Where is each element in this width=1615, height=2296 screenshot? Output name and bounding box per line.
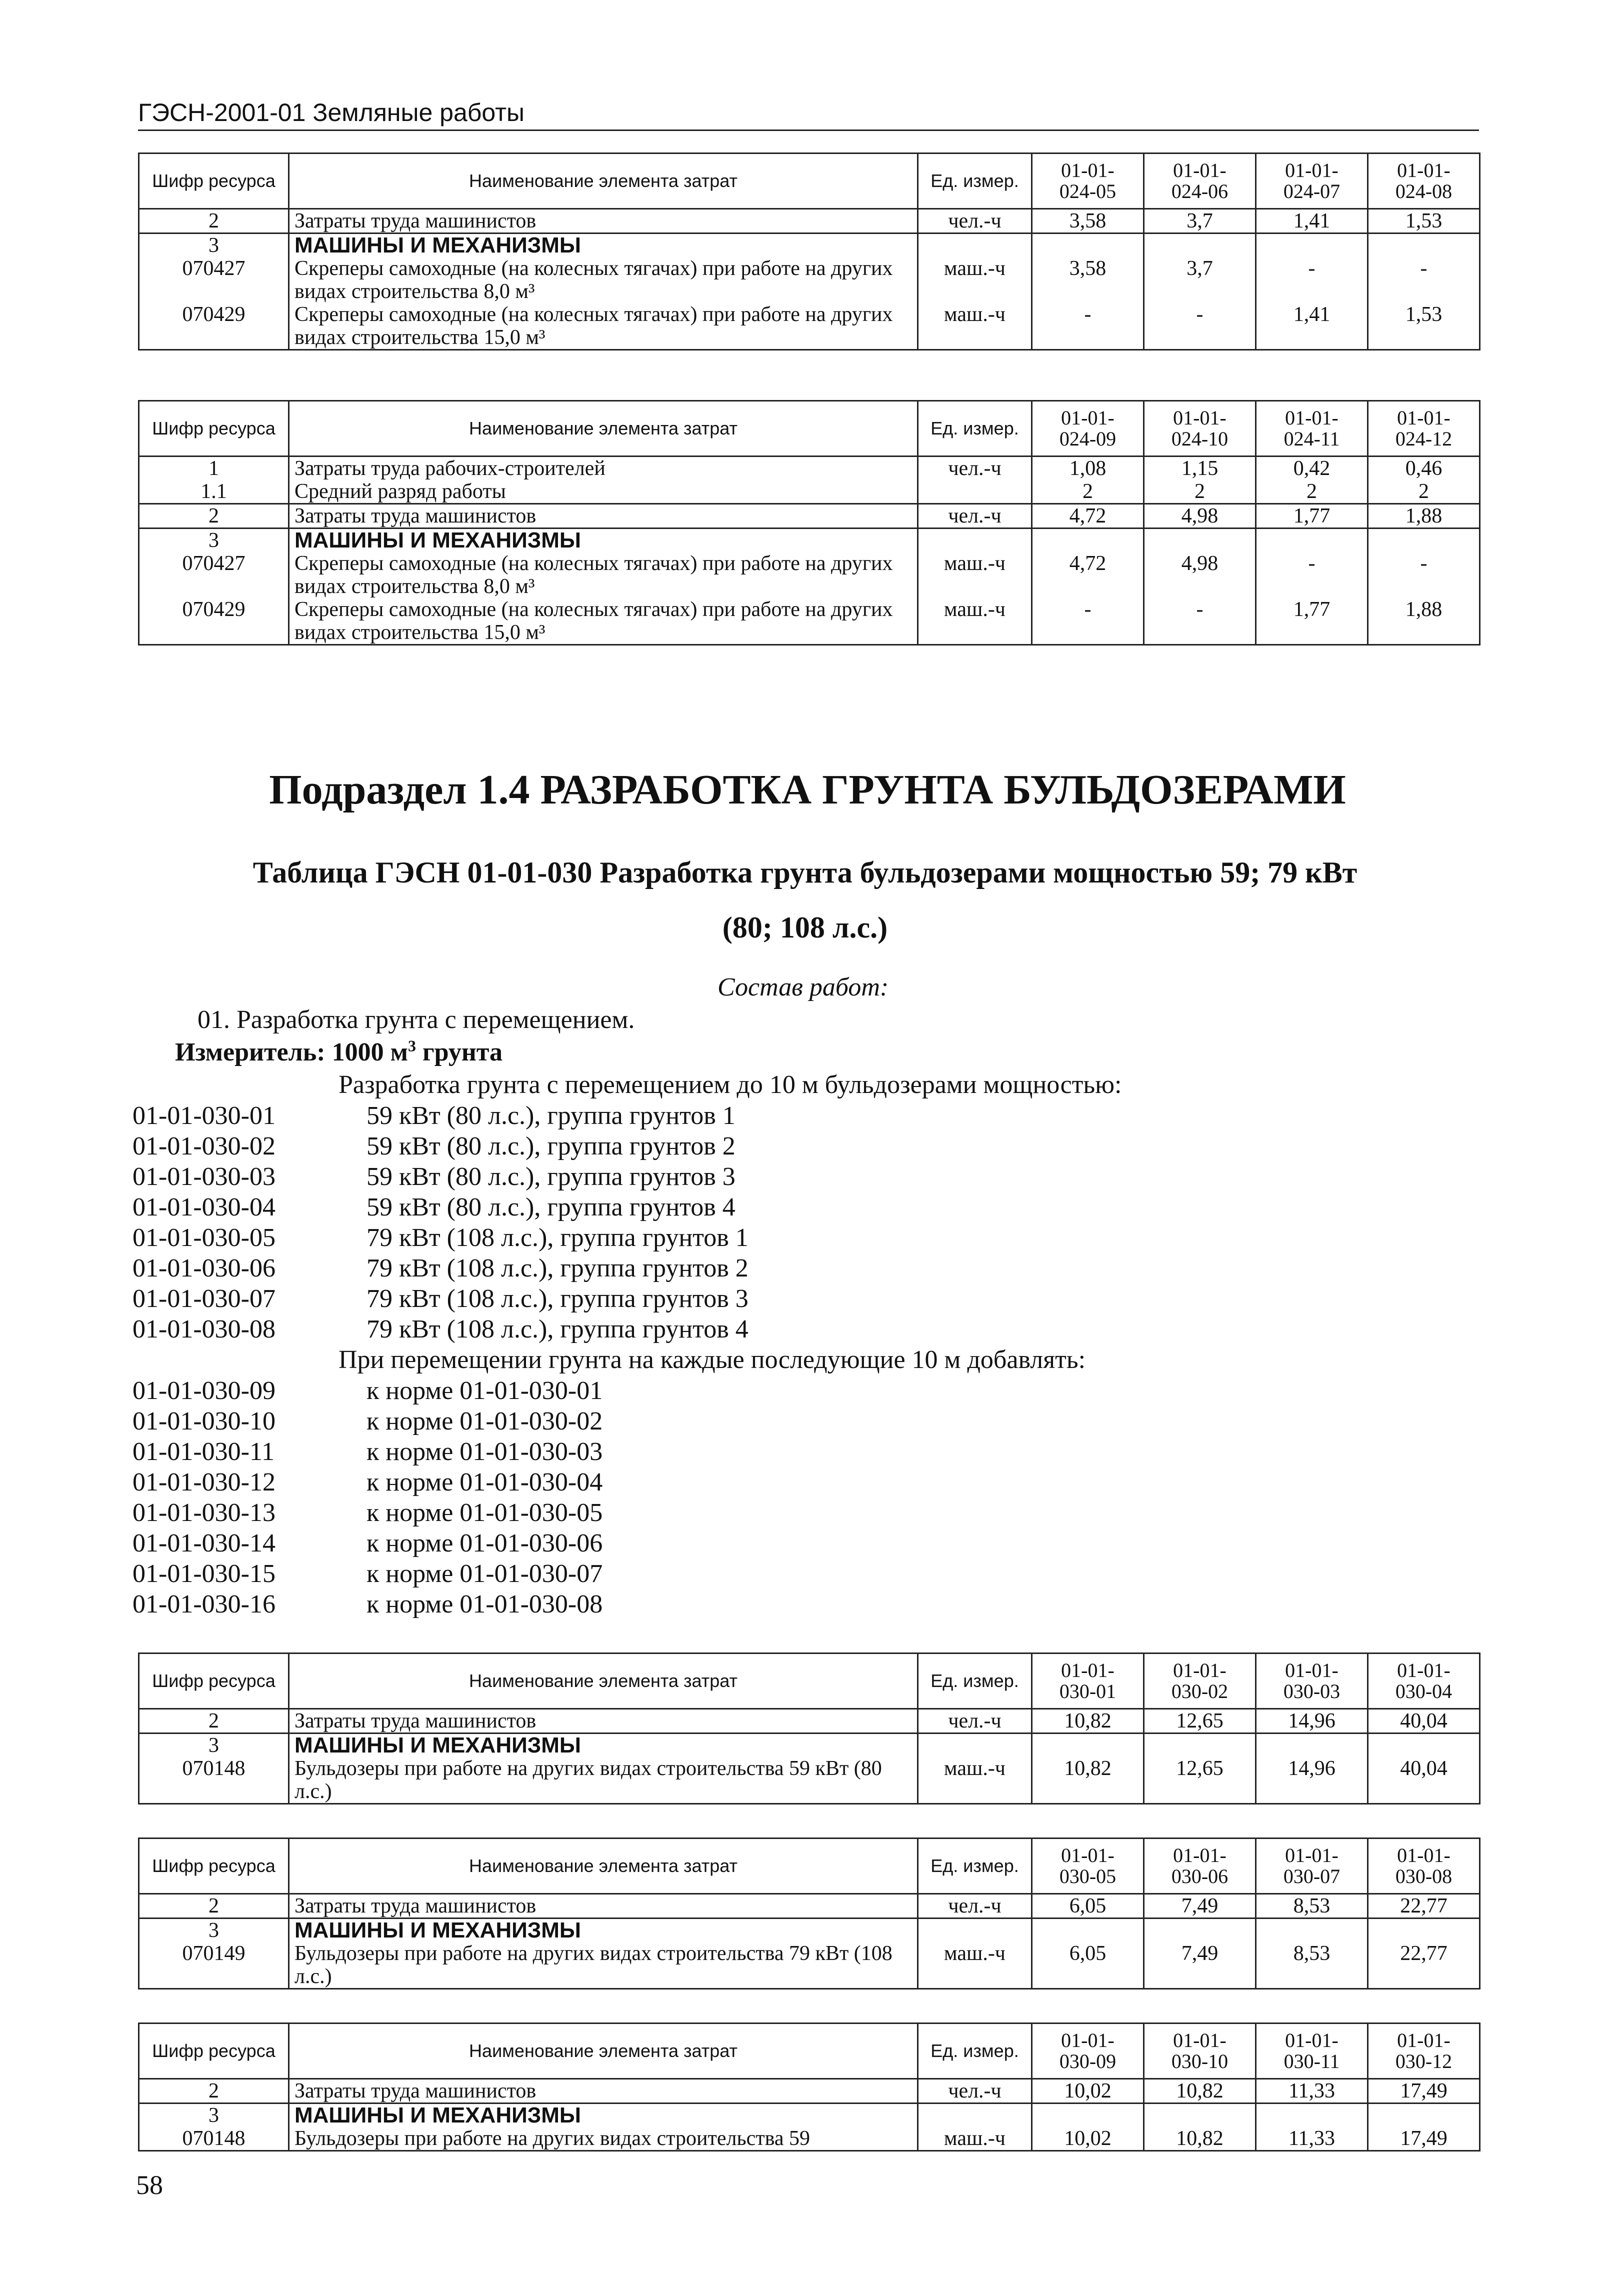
- norm-code: 01-01-030-05: [132, 1224, 276, 1252]
- norm-code-part: 024-10: [1171, 428, 1228, 450]
- norm-code-part: 01-01-: [1061, 406, 1114, 429]
- header-name: Наименование элемента затрат: [289, 154, 918, 209]
- norm-code: 01-01-030-16: [132, 1590, 276, 1618]
- header-norm-code: [1032, 2024, 1144, 2079]
- resource-code: 070429: [139, 598, 289, 645]
- norm-item: [132, 1589, 1332, 1620]
- table-row: [139, 2104, 1480, 2128]
- norm-code-part: 01-01-: [1285, 406, 1338, 429]
- norm-item: [132, 1467, 1332, 1498]
- resource-code: 3: [139, 1918, 289, 1942]
- header-name: Наименование элемента затрат: [289, 1654, 918, 1709]
- norm-code-part: 01-01-: [1173, 1844, 1226, 1866]
- norm-item: [132, 1222, 1332, 1253]
- norm-description: к норме 01-01-030-01: [366, 1376, 603, 1405]
- resource-table: [138, 400, 1480, 646]
- header-norm-code: [1368, 154, 1480, 209]
- header-norm-code: [1144, 1838, 1256, 1894]
- table-row: [139, 1942, 1480, 1989]
- norm-code-part: 024-08: [1395, 180, 1452, 202]
- header-name: Наименование элемента затрат: [289, 2024, 918, 2079]
- norm-code-part: 01-01-: [1397, 2029, 1450, 2052]
- value-cell: [1144, 234, 1256, 258]
- unit-cell: чел.-ч: [918, 2079, 1032, 2104]
- measure-label: Измеритель:: [175, 1038, 326, 1066]
- value-cell: 10,02: [1032, 2079, 1144, 2104]
- value-cell: 2: [1256, 480, 1368, 504]
- resource-code: 1.1: [139, 480, 289, 504]
- resource-code: 070427: [139, 257, 289, 303]
- value-cell: [1144, 2104, 1256, 2128]
- unit-cell: маш.-ч: [918, 257, 1032, 303]
- table-row: [139, 1734, 1480, 1758]
- norm-description: 79 кВт (108 л.с.), группа грунтов 2: [366, 1254, 748, 1282]
- value-cell: [1144, 528, 1256, 552]
- norm-code-part: 030-04: [1395, 1680, 1452, 1702]
- cost-element-name: МАШИНЫ И МЕХАНИЗМЫ: [289, 528, 918, 552]
- norm-item: [132, 1498, 1332, 1528]
- measure-value: 1000 м: [332, 1038, 408, 1066]
- value-cell: [1368, 234, 1480, 258]
- unit-cell: маш.-ч: [918, 598, 1032, 645]
- cost-element-name: Бульдозеры при работе на других видах строительства 79 кВт (108 л.с.): [289, 1942, 918, 1989]
- table-row: [139, 1918, 1480, 1942]
- value-cell: [1256, 528, 1368, 552]
- header-norm-code: [1256, 401, 1368, 456]
- measure-line: [175, 1038, 502, 1068]
- header-norm-code: [1032, 1838, 1144, 1894]
- norm-code: 01-01-030-13: [132, 1498, 276, 1527]
- value-cell: 1,41: [1256, 303, 1368, 350]
- unit-cell: [918, 528, 1032, 552]
- unit-cell: [918, 1734, 1032, 1758]
- norm-description: к норме 01-01-030-07: [366, 1560, 603, 1588]
- table-row: [139, 1894, 1480, 1918]
- norm-code: 01-01-030-14: [132, 1529, 276, 1558]
- header-unit: Ед. измер.: [918, 1654, 1032, 1709]
- unit-cell: маш.-ч: [918, 552, 1032, 598]
- norm-code: 01-01-030-09: [132, 1376, 276, 1405]
- norm-item: [132, 1162, 1332, 1192]
- table-row: [139, 504, 1480, 528]
- value-cell: 10,02: [1032, 2127, 1144, 2151]
- table-row: [139, 1757, 1480, 1804]
- value-cell: [1144, 1734, 1256, 1758]
- value-cell: [1256, 1918, 1368, 1942]
- norm-description: к норме 01-01-030-03: [366, 1438, 603, 1466]
- value-cell: 10,82: [1032, 1709, 1144, 1734]
- norm-description: к норме 01-01-030-08: [366, 1590, 603, 1618]
- header-unit: Ед. измер.: [918, 401, 1032, 456]
- value-cell: 6,05: [1032, 1942, 1144, 1989]
- table-row: [139, 209, 1480, 234]
- resource-table: [138, 1838, 1480, 1990]
- value-cell: 1,15: [1144, 456, 1256, 480]
- value-cell: 22,77: [1368, 1894, 1480, 1918]
- value-cell: [1368, 2104, 1480, 2128]
- norm-code: 01-01-030-06: [132, 1254, 276, 1282]
- norm-item: [132, 1436, 1332, 1467]
- resource-code: 3: [139, 2104, 289, 2128]
- header-code: Шифр ресурса: [139, 1654, 289, 1709]
- header-unit: Ед. измер.: [918, 2024, 1032, 2079]
- table-row: [139, 234, 1480, 258]
- norm-description: к норме 01-01-030-05: [366, 1498, 603, 1527]
- value-cell: 0,46: [1368, 456, 1480, 480]
- cost-element-name: Затраты труда машинистов: [289, 2079, 918, 2104]
- value-cell: -: [1368, 552, 1480, 598]
- norm-description: 59 кВт (80 л.с.), группа грунтов 1: [366, 1102, 736, 1130]
- cost-element-name: Затраты труда рабочих-строителей: [289, 456, 918, 480]
- table-row: [139, 528, 1480, 552]
- value-cell: 12,65: [1144, 1709, 1256, 1734]
- unit-cell: [918, 480, 1032, 504]
- resource-code: 2: [139, 209, 289, 234]
- resource-code: 3: [139, 1734, 289, 1758]
- cost-element-name: Бульдозеры при работе на других видах строительства 59: [289, 2127, 918, 2151]
- norm-code-part: 024-06: [1171, 180, 1228, 202]
- value-cell: [1032, 528, 1144, 552]
- norm-item: [132, 1376, 1332, 1406]
- value-cell: 8,53: [1256, 1942, 1368, 1989]
- table-title-line2: (80; 108 л.с.): [722, 911, 888, 944]
- unit-cell: маш.-ч: [918, 1757, 1032, 1804]
- value-cell: -: [1144, 598, 1256, 645]
- value-cell: 17,49: [1368, 2079, 1480, 2104]
- unit-cell: чел.-ч: [918, 456, 1032, 480]
- page-number: 58: [136, 2170, 163, 2200]
- header-unit: Ед. измер.: [918, 1838, 1032, 1894]
- norm-code: 01-01-030-04: [132, 1193, 276, 1222]
- header-norm-code: [1368, 401, 1480, 456]
- norm-code-part: 030-08: [1395, 1865, 1452, 1888]
- norm-code-part: 024-05: [1059, 180, 1116, 202]
- cost-element-name: Скреперы самоходные (на колесных тягачах) при работе на других видах строительства 8,0 м³: [289, 552, 918, 598]
- value-cell: 14,96: [1256, 1757, 1368, 1804]
- value-cell: 4,98: [1144, 504, 1256, 528]
- header-code: Шифр ресурса: [139, 2024, 289, 2079]
- norm-code: 01-01-030-08: [132, 1315, 276, 1344]
- value-cell: [1032, 1918, 1144, 1942]
- norm-code: 01-01-030-12: [132, 1468, 276, 1496]
- cost-element-name: Затраты труда машинистов: [289, 1709, 918, 1734]
- header-norm-code: [1368, 2024, 1480, 2079]
- resource-code: 3: [139, 234, 289, 258]
- value-cell: 3,7: [1144, 257, 1256, 303]
- norm-code: 01-01-030-15: [132, 1560, 276, 1588]
- header-norm-code: [1032, 401, 1144, 456]
- unit-cell: маш.-ч: [918, 2127, 1032, 2151]
- value-cell: 4,72: [1032, 504, 1144, 528]
- norm-code: 01-01-030-10: [132, 1407, 276, 1436]
- value-cell: [1032, 1734, 1144, 1758]
- value-cell: 0,42: [1256, 456, 1368, 480]
- norm-code-part: 01-01-: [1173, 1659, 1226, 1682]
- norm-item: [132, 1528, 1332, 1558]
- cost-element-name: МАШИНЫ И МЕХАНИЗМЫ: [289, 1918, 918, 1942]
- value-cell: 11,33: [1256, 2127, 1368, 2151]
- value-cell: 14,96: [1256, 1709, 1368, 1734]
- norm-code-part: 030-05: [1059, 1865, 1116, 1888]
- cost-element-name: Затраты труда машинистов: [289, 1894, 918, 1918]
- cost-element-name: Затраты труда машинистов: [289, 209, 918, 234]
- value-cell: 10,82: [1144, 2127, 1256, 2151]
- value-cell: 4,98: [1144, 552, 1256, 598]
- value-cell: 7,49: [1144, 1942, 1256, 1989]
- value-cell: 12,65: [1144, 1757, 1256, 1804]
- value-cell: -: [1032, 598, 1144, 645]
- header-norm-code: [1144, 1654, 1256, 1709]
- header-norm-code: [1256, 154, 1368, 209]
- value-cell: 6,05: [1032, 1894, 1144, 1918]
- unit-cell: чел.-ч: [918, 209, 1032, 234]
- norm-code-part: 01-01-: [1285, 159, 1338, 182]
- value-cell: [1256, 234, 1368, 258]
- header-name: Наименование элемента затрат: [289, 401, 918, 456]
- norm-code-part: 01-01-: [1397, 1659, 1450, 1682]
- value-cell: 1,53: [1368, 209, 1480, 234]
- value-cell: [1256, 2104, 1368, 2128]
- norm-code-part: 030-10: [1171, 2050, 1228, 2072]
- norm-item: [132, 1253, 1332, 1284]
- table-row: [139, 257, 1480, 303]
- norm-code-part: 01-01-: [1173, 406, 1226, 429]
- resource-code: 2: [139, 1709, 289, 1734]
- resource-code: 070148: [139, 2127, 289, 2151]
- table-row: [139, 2079, 1480, 2104]
- cost-element-name: Средний разряд работы: [289, 480, 918, 504]
- value-cell: [1368, 1734, 1480, 1758]
- norm-code-part: 01-01-: [1397, 1844, 1450, 1866]
- resource-code: 2: [139, 504, 289, 528]
- value-cell: 2: [1368, 480, 1480, 504]
- norm-description: 59 кВт (80 л.с.), группа грунтов 2: [366, 1132, 736, 1160]
- norm-item: [132, 1314, 1332, 1344]
- table-row: [139, 2127, 1480, 2151]
- value-cell: 1,77: [1256, 504, 1368, 528]
- cost-element-name: Бульдозеры при работе на других видах строительства 59 кВт (80 л.с.): [289, 1757, 918, 1804]
- table-row: [139, 303, 1480, 350]
- norm-item: [132, 1406, 1332, 1436]
- norm-code-part: 024-12: [1395, 428, 1452, 450]
- value-cell: 1,41: [1256, 209, 1368, 234]
- value-cell: 17,49: [1368, 2127, 1480, 2151]
- value-cell: 10,82: [1144, 2079, 1256, 2104]
- norm-code-part: 01-01-: [1061, 1659, 1114, 1682]
- cost-element-name: Скреперы самоходные (на колесных тягачах) при работе на других видах строительства 8,0 м³: [289, 257, 918, 303]
- norm-code-part: 01-01-: [1173, 159, 1226, 182]
- norm-code-part: 030-07: [1283, 1865, 1340, 1888]
- norm-description: 59 кВт (80 л.с.), группа грунтов 3: [366, 1162, 736, 1191]
- unit-cell: маш.-ч: [918, 1942, 1032, 1989]
- norm-description: к норме 01-01-030-06: [366, 1529, 603, 1558]
- value-cell: 3,58: [1032, 209, 1144, 234]
- norm-code: 01-01-030-03: [132, 1162, 276, 1191]
- resource-code: 070427: [139, 552, 289, 598]
- header-code: Шифр ресурса: [139, 1838, 289, 1894]
- norm-list-1: [132, 1100, 1332, 1344]
- unit-cell: [918, 1918, 1032, 1942]
- table-row: [139, 1709, 1480, 1734]
- value-cell: -: [1144, 303, 1256, 350]
- norm-code-part: 030-11: [1284, 2050, 1340, 2072]
- norm-code-part: 01-01-: [1285, 1844, 1338, 1866]
- value-cell: [1032, 2104, 1144, 2128]
- resource-code: 3: [139, 528, 289, 552]
- unit-cell: [918, 234, 1032, 258]
- cost-element-name: Скреперы самоходные (на колесных тягачах) при работе на других видах строительства 15,0 м³: [289, 303, 918, 350]
- value-cell: 1,53: [1368, 303, 1480, 350]
- table-title-line1: Таблица ГЭСН 01-01-030 Разработка грунта бульдозерами мощностью 59; 79 кВт: [252, 856, 1358, 889]
- norm-code-part: 030-06: [1171, 1865, 1228, 1888]
- norm-code-part: 01-01-: [1285, 1659, 1338, 1682]
- header-norm-code: [1256, 1838, 1368, 1894]
- header-norm-code: [1256, 1654, 1368, 1709]
- header-name: Наименование элемента затрат: [289, 1838, 918, 1894]
- header-norm-code: [1032, 1654, 1144, 1709]
- value-cell: 2: [1032, 480, 1144, 504]
- work-composition-label: Состав работ:: [718, 973, 889, 1002]
- norm-item: [132, 1100, 1332, 1131]
- norms-intro-2: При перемещении грунта на каждые последующие 10 м добавлять:: [338, 1346, 1086, 1374]
- measure-exponent: 3: [408, 1036, 416, 1055]
- resource-code: 1: [139, 456, 289, 480]
- resource-code: 2: [139, 2079, 289, 2104]
- work-item: 01. Разработка грунта с перемещением.: [198, 1006, 635, 1034]
- table-row: [139, 480, 1480, 504]
- norm-code-part: 01-01-: [1285, 2029, 1338, 2052]
- norm-code-part: 024-09: [1059, 428, 1116, 450]
- resource-table: [138, 2022, 1480, 2152]
- header-code: Шифр ресурса: [139, 401, 289, 456]
- resource-code: 2: [139, 1894, 289, 1918]
- norm-code-part: 01-01-: [1061, 159, 1114, 182]
- value-cell: 3,7: [1144, 209, 1256, 234]
- value-cell: -: [1256, 257, 1368, 303]
- resource-table: [138, 152, 1480, 350]
- norm-item: [132, 1192, 1332, 1222]
- cost-element-name: МАШИНЫ И МЕХАНИЗМЫ: [289, 1734, 918, 1758]
- value-cell: -: [1368, 257, 1480, 303]
- norm-item: [132, 1558, 1332, 1589]
- value-cell: 11,33: [1256, 2079, 1368, 2104]
- header-code: Шифр ресурса: [139, 154, 289, 209]
- value-cell: 4,72: [1032, 552, 1144, 598]
- norm-code-part: 024-11: [1284, 428, 1340, 450]
- value-cell: 40,04: [1368, 1757, 1480, 1804]
- norm-description: 79 кВт (108 л.с.), группа грунтов 1: [366, 1224, 748, 1252]
- value-cell: [1144, 1918, 1256, 1942]
- norm-item: [132, 1284, 1332, 1314]
- norm-code-part: 030-12: [1395, 2050, 1452, 2072]
- header-unit: Ед. измер.: [918, 154, 1032, 209]
- unit-cell: чел.-ч: [918, 1894, 1032, 1918]
- measure-unit-tail: грунта: [416, 1038, 503, 1066]
- norm-description: 79 кВт (108 л.с.), группа грунтов 3: [366, 1284, 748, 1313]
- value-cell: 10,82: [1032, 1757, 1144, 1804]
- table-row: [139, 598, 1480, 645]
- subsection-title: Подраздел 1.4 РАЗРАБОТКА ГРУНТА БУЛЬДОЗЕРАМИ: [269, 766, 1346, 813]
- resource-code: 070148: [139, 1757, 289, 1804]
- norm-description: к норме 01-01-030-02: [366, 1407, 603, 1436]
- table-row: [139, 456, 1480, 480]
- unit-cell: чел.-ч: [918, 1709, 1032, 1734]
- norm-code: 01-01-030-07: [132, 1284, 276, 1313]
- value-cell: -: [1256, 552, 1368, 598]
- norm-item: [132, 1131, 1332, 1162]
- resource-table: [138, 1652, 1480, 1804]
- value-cell: 3,58: [1032, 257, 1144, 303]
- value-cell: 2: [1144, 480, 1256, 504]
- cost-element-name: Скреперы самоходные (на колесных тягачах) при работе на других видах строительства 15,0 м³: [289, 598, 918, 645]
- value-cell: 1,77: [1256, 598, 1368, 645]
- header-norm-code: [1256, 2024, 1368, 2079]
- norm-code-part: 024-07: [1283, 180, 1340, 202]
- header-norm-code: [1368, 1654, 1480, 1709]
- cost-element-name: МАШИНЫ И МЕХАНИЗМЫ: [289, 2104, 918, 2128]
- norm-code-part: 01-01-: [1397, 406, 1450, 429]
- unit-cell: чел.-ч: [918, 504, 1032, 528]
- value-cell: 1,88: [1368, 598, 1480, 645]
- header-norm-code: [1144, 401, 1256, 456]
- norm-code: 01-01-030-02: [132, 1132, 276, 1160]
- value-cell: [1032, 234, 1144, 258]
- norm-code-part: 01-01-: [1173, 2029, 1226, 2052]
- unit-cell: маш.-ч: [918, 303, 1032, 350]
- norm-code-part: 01-01-: [1061, 1844, 1114, 1866]
- header-norm-code: [1144, 2024, 1256, 2079]
- norm-code-part: 01-01-: [1061, 2029, 1114, 2052]
- running-header: ГЭСН-2001-01 Земляные работы: [138, 98, 1479, 131]
- norm-description: 59 кВт (80 л.с.), группа грунтов 4: [366, 1193, 736, 1222]
- value-cell: 7,49: [1144, 1894, 1256, 1918]
- table-row: [139, 552, 1480, 598]
- cost-element-name: МАШИНЫ И МЕХАНИЗМЫ: [289, 234, 918, 258]
- value-cell: [1368, 528, 1480, 552]
- norm-code-part: 030-09: [1059, 2050, 1116, 2072]
- value-cell: 8,53: [1256, 1894, 1368, 1918]
- unit-cell: [918, 2104, 1032, 2128]
- norm-code: 01-01-030-11: [132, 1438, 275, 1466]
- norm-description: к норме 01-01-030-04: [366, 1468, 603, 1496]
- value-cell: 22,77: [1368, 1942, 1480, 1989]
- norms-intro-1: Разработка грунта с перемещением до 10 м бульдозерами мощностью:: [338, 1070, 1122, 1099]
- norm-code-part: 030-02: [1171, 1680, 1228, 1702]
- norm-code-part: 01-01-: [1397, 159, 1450, 182]
- norm-list-2: [132, 1376, 1332, 1620]
- header-norm-code: [1032, 154, 1144, 209]
- resource-code: 070149: [139, 1942, 289, 1989]
- value-cell: [1368, 1918, 1480, 1942]
- norm-description: 79 кВт (108 л.с.), группа грунтов 4: [366, 1315, 748, 1344]
- cost-element-name: Затраты труда машинистов: [289, 504, 918, 528]
- value-cell: 1,08: [1032, 456, 1144, 480]
- norm-code-part: 030-03: [1283, 1680, 1340, 1702]
- value-cell: [1256, 1734, 1368, 1758]
- value-cell: 1,88: [1368, 504, 1480, 528]
- value-cell: 40,04: [1368, 1709, 1480, 1734]
- header-norm-code: [1144, 154, 1256, 209]
- header-norm-code: [1368, 1838, 1480, 1894]
- resource-code: 070429: [139, 303, 289, 350]
- value-cell: -: [1032, 303, 1144, 350]
- norm-code: 01-01-030-01: [132, 1102, 276, 1130]
- norm-code-part: 030-01: [1059, 1680, 1116, 1702]
